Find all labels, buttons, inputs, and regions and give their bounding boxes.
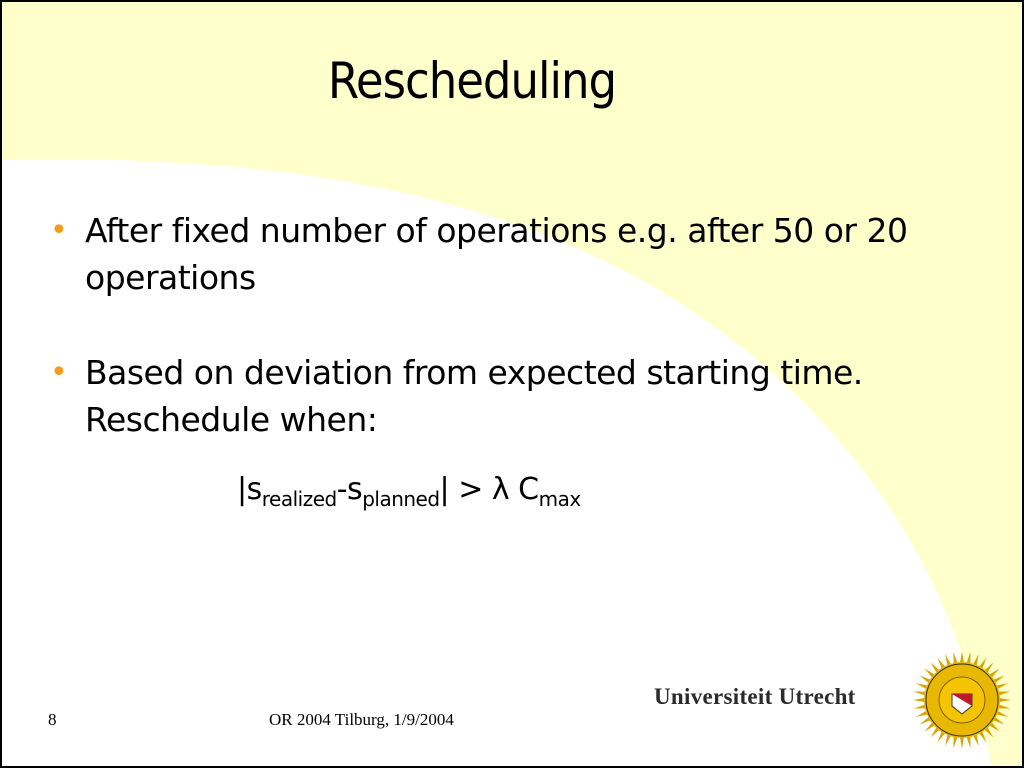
page-number: 8 [48, 710, 57, 729]
utrecht-seal-icon [910, 650, 1014, 750]
formula-subscript: max [538, 487, 581, 511]
bullet-list [50, 207, 910, 491]
formula-part: |s [237, 472, 262, 507]
bullet-text: After fixed number of operations e.g. after 50 or 20 operations [85, 211, 908, 297]
bullet-icon: • [50, 355, 68, 390]
slide-title: Rescheduling [327, 52, 617, 110]
university-logo-text: Universiteit Utrecht [654, 684, 856, 709]
formula-subscript: realized [261, 487, 337, 511]
formula-subscript: planned [362, 487, 440, 511]
bullet-item [50, 207, 910, 301]
reschedule-formula [237, 472, 581, 511]
formula-part: -s [336, 472, 363, 507]
bullet-icon: • [50, 213, 68, 248]
formula-part: | > λ C [439, 472, 539, 507]
bullet-item [50, 349, 910, 443]
footer-text: OR 2004 Tilburg, 1/9/2004 [269, 710, 454, 729]
bullet-text: Based on deviation from expected starting time. Reschedule when: [85, 353, 863, 439]
